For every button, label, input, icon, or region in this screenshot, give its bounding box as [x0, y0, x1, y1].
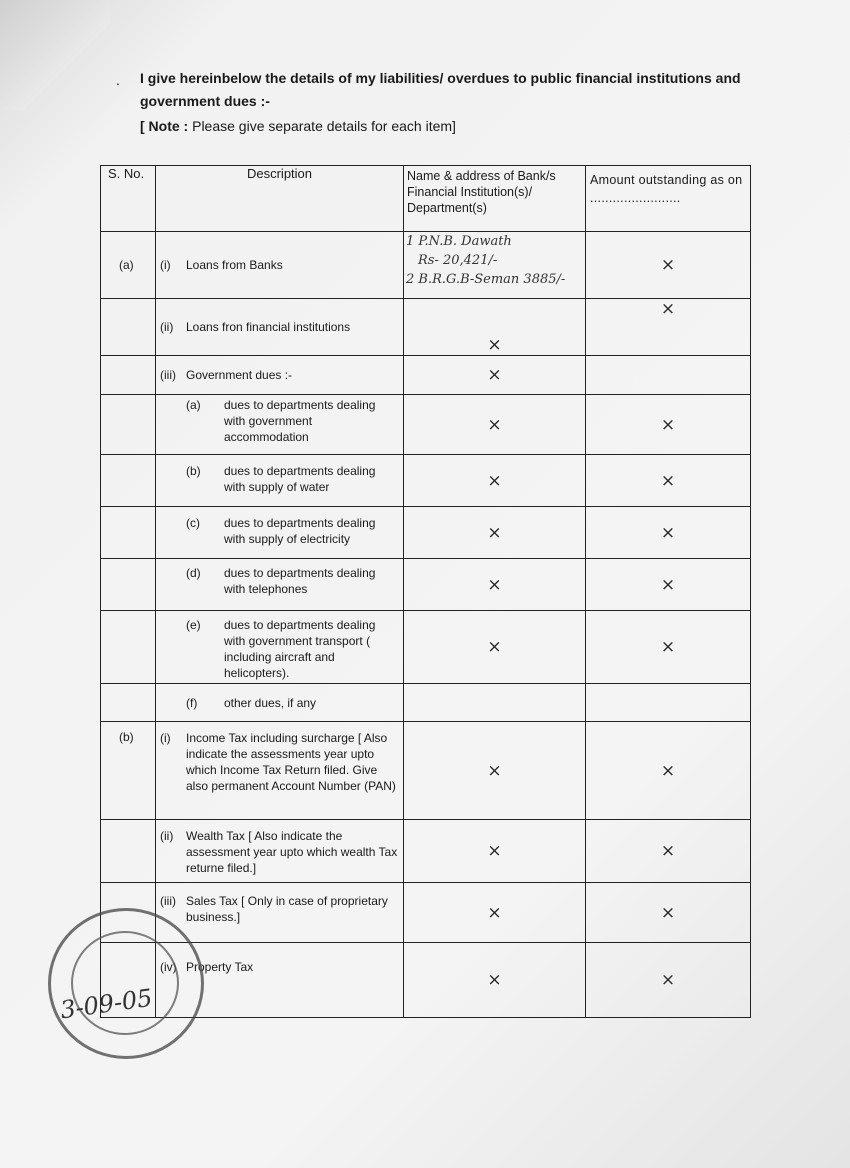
table-row [101, 611, 751, 684]
cross-mark: × [660, 970, 676, 990]
header-sno: S. No. [101, 166, 156, 232]
note-line [140, 118, 456, 134]
cross-mark: × [487, 522, 502, 543]
stamp-signature-date: 3-09-05 [58, 983, 155, 1025]
table-row [101, 455, 751, 507]
item-number: (d) [186, 566, 201, 580]
item-description: Income Tax including surcharge [ Also indicate the assessments year upto which Income Tax Return filed. Give also permanent Account Number (PAN) [186, 731, 396, 793]
sno-a: (a) [119, 258, 134, 272]
cross-mark: × [660, 841, 676, 861]
item-description: other dues, if any [224, 695, 317, 710]
cross-mark: × [487, 365, 502, 385]
handwritten-bank-line: Rs- 20,421/- [418, 253, 498, 268]
item-number: (iii) [160, 894, 176, 908]
cross-mark: × [660, 574, 676, 595]
item-number: (iv) [160, 960, 177, 974]
table-row [101, 684, 751, 722]
cross-mark: × [660, 470, 676, 491]
cross-mark: × [660, 902, 676, 923]
cross-mark: × [660, 522, 676, 543]
sno-b: (b) [119, 730, 134, 744]
cross-mark: × [487, 637, 502, 657]
table-row [101, 232, 751, 299]
item-number: (f) [186, 695, 198, 710]
cross-mark: × [660, 299, 676, 319]
note-text: Please give separate details for each item] [192, 118, 456, 134]
cross-mark: × [660, 760, 676, 781]
item-description: dues to departments dealing with supply of electricity [224, 516, 376, 546]
cross-mark: × [487, 760, 502, 781]
cross-mark: × [660, 637, 676, 657]
bullet-dot: . [116, 72, 120, 88]
liabilities-heading: I give hereinbelow the details of my liabilities/ overdues to public financial institutions and government dues :- [140, 70, 741, 109]
folded-corner [0, 0, 110, 110]
liabilities-table [100, 165, 751, 1018]
item-number: (a) [186, 398, 201, 412]
item-number: (b) [186, 464, 201, 478]
cross-mark: × [487, 470, 502, 491]
item-number: (i) [160, 731, 171, 745]
table-row [101, 356, 751, 395]
header-amount: Amount outstanding as on ........................ [586, 166, 751, 232]
item-number: (ii) [160, 320, 174, 334]
table-row [101, 820, 751, 883]
handwritten-bank-line: 2 B.R.G.B-Seman 3885/- [406, 272, 566, 287]
table-row [101, 722, 751, 820]
cross-mark: × [487, 574, 502, 595]
item-description: dues to departments dealing with government accommodation [224, 398, 376, 444]
cross-mark: × [660, 255, 676, 275]
handwritten-bank-line: 1 P.N.B. Dawath [406, 234, 512, 249]
official-stamp [48, 908, 204, 1059]
header-description: Description [156, 166, 404, 232]
cross-mark: × [487, 841, 502, 861]
item-description: Wealth Tax [ Also indicate the assessment year upto which wealth Tax returne filed.] [186, 829, 398, 875]
item-description: dues to departments dealing with telephones [224, 566, 376, 596]
table-row [101, 883, 751, 943]
item-number: (ii) [160, 829, 174, 843]
item-description: dues to departments dealing with supply of water [224, 464, 376, 494]
cross-mark: × [487, 414, 502, 435]
header-bank: Name & address of Bank/s Financial Institution(s)/ Department(s) [404, 166, 586, 232]
cross-mark: × [660, 414, 676, 435]
table-row [101, 299, 751, 356]
item-description: Loans from Banks [186, 258, 283, 272]
table-row [101, 395, 751, 455]
cross-mark: × [487, 970, 502, 990]
table-header-row [101, 166, 751, 232]
item-description: dues to departments dealing with government transport ( including aircraft and helicopters). [224, 618, 376, 680]
item-description: Government dues :- [186, 368, 293, 382]
item-number: (e) [186, 618, 201, 632]
item-description: Property Tax [186, 960, 254, 974]
note-label: [ Note : [140, 118, 189, 134]
item-number: (i) [160, 258, 171, 272]
item-description: Sales Tax [ Only in case of proprietary business.] [186, 894, 388, 924]
cross-mark: × [487, 902, 502, 923]
item-number: (iii) [160, 368, 176, 382]
item-description: Loans fron financial institutions [186, 320, 351, 334]
table-row [101, 507, 751, 559]
item-number: (c) [186, 516, 200, 530]
cross-mark: × [487, 335, 502, 355]
table-row [101, 559, 751, 611]
